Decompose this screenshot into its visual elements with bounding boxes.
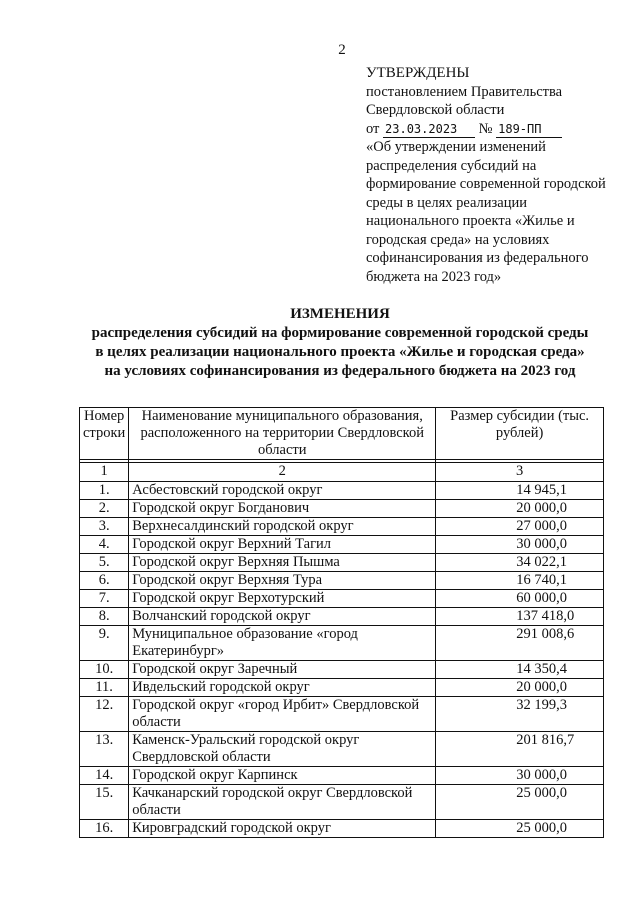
row-subsidy: 14 945,1	[436, 482, 604, 500]
row-number: 16.	[80, 820, 129, 838]
table-row	[80, 679, 604, 697]
row-municipality: Верхнесалдинский городской округ	[129, 518, 436, 536]
header-sum: Размер субсидии (тыс. рублей)	[436, 408, 604, 460]
table-row	[80, 590, 604, 608]
row-number: 14.	[80, 767, 129, 785]
row-number: 5.	[80, 554, 129, 572]
row-municipality: Городской округ Верхотурский	[129, 590, 436, 608]
row-subsidy: 60 000,0	[436, 590, 604, 608]
row-municipality: Городской округ Верхняя Тура	[129, 572, 436, 590]
table-row	[80, 820, 604, 838]
approval-heading: УТВЕРЖДЕНЫ	[366, 65, 470, 81]
row-municipality: Городской округ Карпинск	[129, 767, 436, 785]
table-row	[80, 785, 604, 820]
row-number: 6.	[80, 572, 129, 590]
approval-number: 189-ПП	[496, 122, 562, 138]
row-municipality: Асбестовский городской округ	[129, 482, 436, 500]
table-row	[80, 572, 604, 590]
row-number: 7.	[80, 590, 129, 608]
row-subsidy: 34 022,1	[436, 554, 604, 572]
approval-line-2: Свердловской области	[366, 102, 505, 118]
row-municipality: Муниципальное образование «город Екатеринбург»	[129, 626, 436, 661]
row-subsidy: 30 000,0	[436, 767, 604, 785]
row-number: 1.	[80, 482, 129, 500]
row-subsidy: 25 000,0	[436, 785, 604, 820]
row-number: 15.	[80, 785, 129, 820]
row-number: 11.	[80, 679, 129, 697]
number-prefix: №	[478, 120, 493, 137]
column-numbering-row	[80, 463, 604, 482]
row-municipality: Кировградский городской округ	[129, 820, 436, 838]
row-number: 9.	[80, 626, 129, 661]
page-number: 2	[338, 42, 346, 58]
table-row	[80, 608, 604, 626]
subsidies-table	[79, 407, 604, 838]
column-number-3: 3	[436, 463, 604, 482]
approval-block	[366, 64, 616, 286]
row-subsidy: 27 000,0	[436, 518, 604, 536]
table-row	[80, 732, 604, 767]
title-line-1: распределения субсидий на формирование современной городской среды	[91, 325, 589, 341]
row-number: 13.	[80, 732, 129, 767]
row-municipality: Городской округ «город Ирбит» Свердловской области	[129, 697, 436, 732]
row-subsidy: 20 000,0	[436, 679, 604, 697]
table-row	[80, 697, 604, 732]
table-body	[80, 482, 604, 838]
row-municipality: Волчанский городской округ	[129, 608, 436, 626]
column-number-1: 1	[80, 463, 129, 482]
row-subsidy: 20 000,0	[436, 500, 604, 518]
column-number-2: 2	[129, 463, 436, 482]
header-name: Наименование муниципального образования, расположенного на территории Свердловской области	[129, 408, 436, 460]
row-number: 4.	[80, 536, 129, 554]
row-subsidy: 25 000,0	[436, 820, 604, 838]
approval-line-1: постановлением Правительства	[366, 83, 563, 100]
title-main: ИЗМЕНЕНИЯ	[290, 306, 390, 322]
row-municipality: Ивдельский городской округ	[129, 679, 436, 697]
row-subsidy: 32 199,3	[436, 697, 604, 732]
table-row	[80, 661, 604, 679]
table-row	[80, 536, 604, 554]
row-municipality: Качканарский городской округ Свердловской области	[129, 785, 436, 820]
row-municipality: Каменск-Уральский городской округ Свердловской области	[129, 732, 436, 767]
row-municipality: Городской округ Богданович	[129, 500, 436, 518]
row-municipality: Городской округ Верхний Тагил	[129, 536, 436, 554]
row-number: 12.	[80, 697, 129, 732]
date-prefix: от	[366, 120, 380, 137]
row-number: 10.	[80, 661, 129, 679]
title-line-3: на условиях софинансирования из федерального бюджета на 2023 год	[104, 363, 576, 379]
row-number: 8.	[80, 608, 129, 626]
row-subsidy: 30 000,0	[436, 536, 604, 554]
approval-date-number-line	[366, 120, 616, 139]
row-municipality: Городской округ Заречный	[129, 661, 436, 679]
approval-subject: «Об утверждении изменений распределения субсидий на формирование современной городской среды в целях реализации национального проекта «Жилье и городская среда» на условиях софинансирования из федерального бюджета на 2023 год»	[366, 139, 606, 285]
table-header-row	[80, 408, 604, 460]
title-line-2: в целях реализации национального проекта «Жилье и городская среда»	[95, 344, 585, 360]
row-subsidy: 137 418,0	[436, 608, 604, 626]
table-row	[80, 482, 604, 500]
row-subsidy: 291 008,6	[436, 626, 604, 661]
document-title	[60, 305, 620, 381]
row-municipality: Городской округ Верхняя Пышма	[129, 554, 436, 572]
table-row	[80, 500, 604, 518]
table-row	[80, 767, 604, 785]
row-subsidy: 16 740,1	[436, 572, 604, 590]
row-number: 3.	[80, 518, 129, 536]
table-row	[80, 626, 604, 661]
row-number: 2.	[80, 500, 129, 518]
table-row	[80, 554, 604, 572]
header-num: Номер строки	[80, 408, 129, 460]
row-subsidy: 201 816,7	[436, 732, 604, 767]
row-subsidy: 14 350,4	[436, 661, 604, 679]
approval-date: 23.03.2023	[383, 122, 475, 138]
table-row	[80, 518, 604, 536]
